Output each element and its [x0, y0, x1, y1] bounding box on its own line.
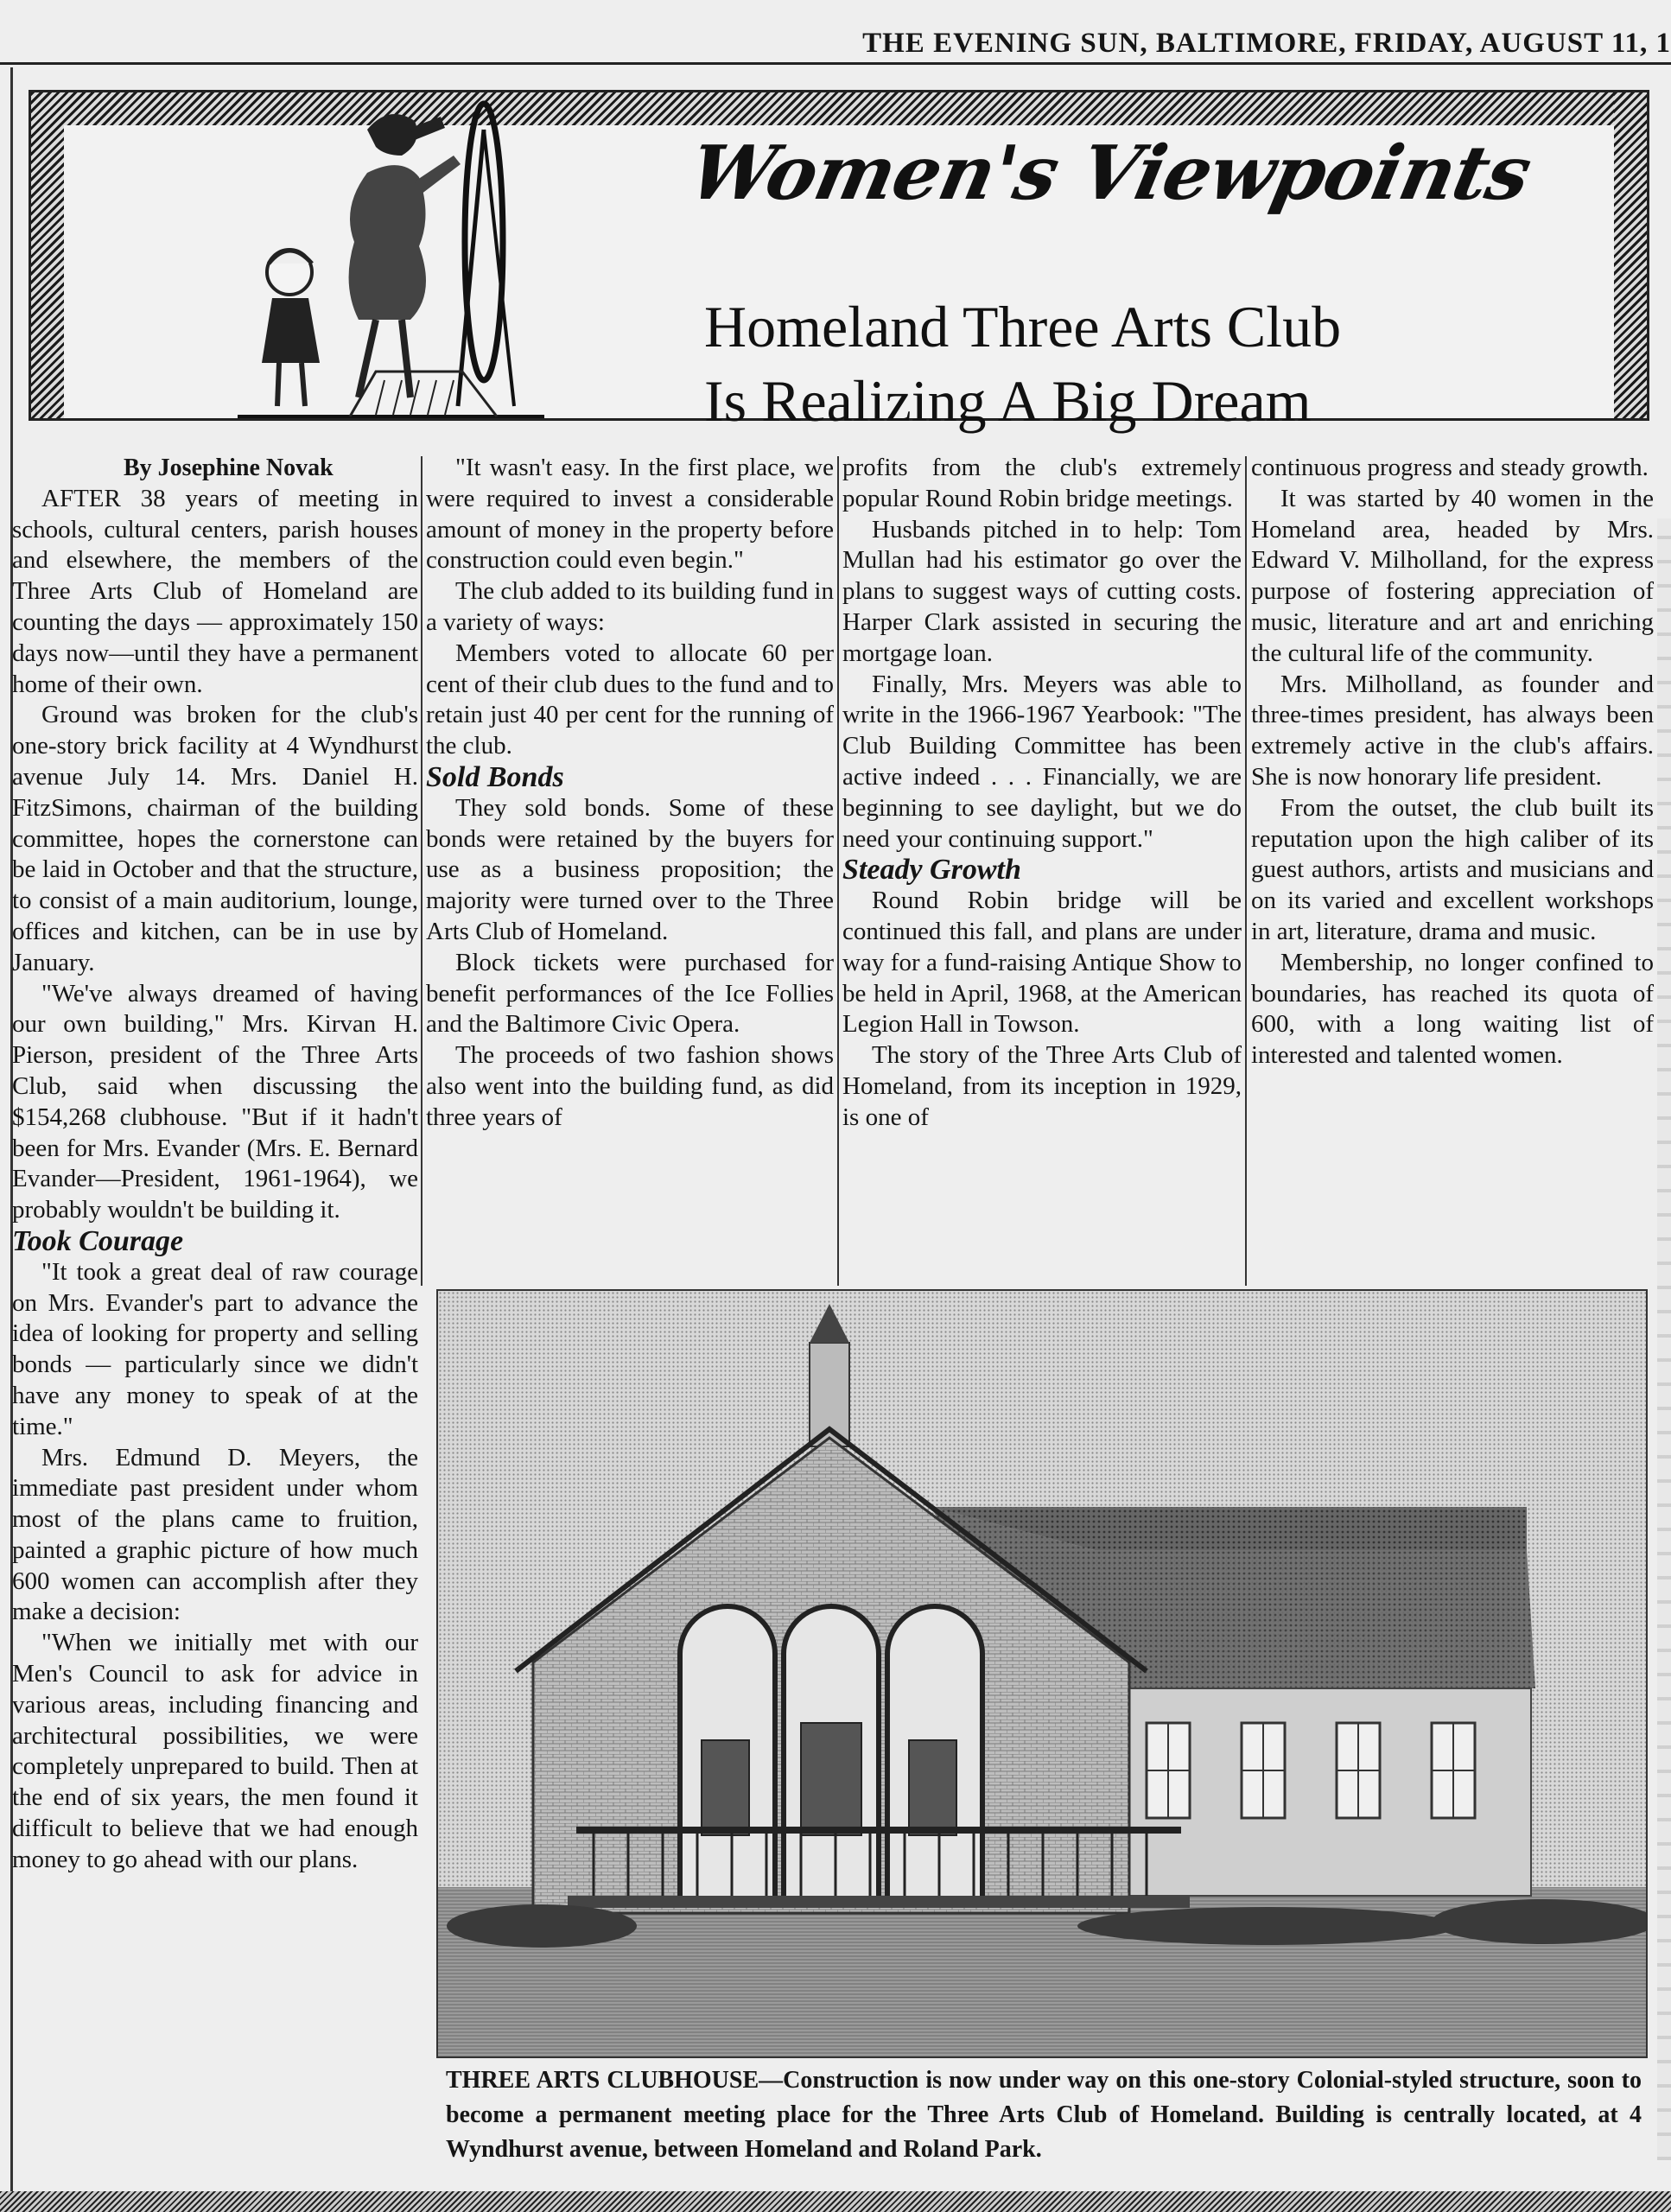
paragraph: Membership, no longer confined to boundaries, has reached its quota of 600, with a long waiting list of interested and talented women.: [1251, 948, 1654, 1070]
paragraph: Members voted to allocate 60 per cent of their club dues to the fund and to retain just 40 per cent for the running of the club.: [426, 639, 834, 760]
paragraph: "When we initially met with our Men's Council to ask for advice in various areas, including financing and architectural possibilities, we were completely unprepared to build. Then at the end of six years, the men found it difficult to believe that we had enough money to go ahead with our plans.: [12, 1629, 418, 1873]
article-column-4: [1251, 453, 1654, 1071]
byline: By Josephine Novak: [124, 454, 334, 481]
subhead: Took Courage: [12, 1224, 184, 1257]
paragraph: profits from the club's extremely popular Round Robin bridge meetings.: [842, 454, 1242, 512]
clubhouse-drawing: [438, 1291, 1646, 2056]
paragraph: Round Robin bridge will be continued this fall, and plans are under way for a fund-raising Antique Show to be held in April, 1968, at the American Legion Hall in Towson.: [842, 887, 1242, 1039]
banner-hatch-left: [31, 92, 64, 418]
paragraph: From the outset, the club built its reputation upon the high caliber of its guest authors, artists and musicians and on its varied and excellent workshops in art, literature, drama and music.: [1251, 793, 1654, 945]
headline: [704, 289, 1646, 438]
paragraph: "It wasn't easy. In the first place, we were required to invest a considerable amount of money in the property before construction could even begin.": [426, 454, 834, 575]
masthead: THE EVENING SUN, BALTIMORE, FRIDAY, AUGUST 11, 1: [862, 28, 1671, 59]
paragraph: "It took a great deal of raw courage on Mrs. Evander's part to advance the idea of looking for property and selling bonds — particularly since we didn't have any money to speak of at the time.": [12, 1257, 418, 1440]
section-title: Women's Viewpoints: [682, 130, 1539, 217]
page-border-bottom: [0, 2191, 1671, 2212]
paragraph: The story of the Three Arts Club of Homeland, from its inception in 1929, is one of: [842, 1041, 1242, 1131]
paragraph: "We've always dreamed of having our own building," Mrs. Kirvan H. Pierson, president of the Three Arts Club, said when discussing the $154,268 clubhouse. "But if it hadn't been for Mrs. Evander (Mrs. E. Bernard Evander—President, 1961-1964), we probably wouldn't be building it.: [12, 979, 418, 1224]
column-rule: [1245, 456, 1247, 1286]
headline-line-1: Homeland Three Arts Club: [704, 294, 1342, 359]
paragraph: AFTER 38 years of meeting in schools, cultural centers, parish houses and elsewhere, the members of the Three Arts Club of Homeland are counting the days — approximately 150 days now—until they have a permanent home of their own.: [12, 484, 418, 698]
paragraph: Ground was broken for the club's one-story brick facility at 4 Wyndhurst avenue July 14. Mrs. Daniel H. FitzSimons, chairman of the building committee, hopes the cornerstone can be laid in October and that the structure, to consist of a main auditorium, lounge, offices and kitchen, can be in use by January.: [12, 701, 418, 976]
paragraph: The club added to its building fund in a variety of ways:: [426, 577, 834, 636]
column-rule: [421, 456, 423, 1286]
paragraph: The proceeds of two fashion shows also went into the building fund, as did three years of: [426, 1041, 834, 1131]
article-column-3: [842, 453, 1242, 1134]
paragraph: continuous progress and steady growth.: [1251, 454, 1649, 481]
paragraph: Finally, Mrs. Meyers was able to write in the 1966-1967 Yearbook: "The Club Building Committee has been active indeed . . . Financially, we are beginning to see daylight, but we do need your continuing support.": [842, 670, 1242, 853]
paragraph: They sold bonds. Some of these bonds were retained by the buyers for use as a business proposition; the majority were turned over to the Three Arts Club of Homeland.: [426, 793, 834, 945]
headline-line-2: Is Realizing A Big Dream: [704, 368, 1312, 434]
paragraph: Block tickets were purchased for benefit performances of the Ice Follies and the Baltimore Civic Opera.: [426, 948, 834, 1039]
subhead: Steady Growth: [842, 854, 1021, 887]
subhead: Sold Bonds: [426, 760, 564, 793]
column-rule: [837, 456, 839, 1286]
mother-child-painting-illustration: [238, 95, 544, 428]
article-column-1: [12, 453, 418, 1876]
clubhouse-photo: [436, 1289, 1648, 2058]
paragraph: Mrs. Edmund D. Meyers, the immediate past president under whom most of the plans came to fruition, painted a graphic picture of how much 600 women can accomplish after they make a decision:: [12, 1443, 418, 1626]
adjacent-column-edge: [1657, 518, 1671, 2160]
paragraph: Husbands pitched in to help: Tom Mullan had his estimator go over the plans to suggest ways of cutting costs. Harper Clark assisted in securing the mortgage loan.: [842, 515, 1242, 667]
article-column-2: [426, 453, 834, 1134]
photo-caption: THREE ARTS CLUBHOUSE—Construction is now under way on this one-story Colonial-styled structure, soon to become a permanent meeting place for the Three Arts Club of Homeland. Building is centrally located, at 4 Wyndhurst avenue, between Homeland and Roland Park.: [446, 2067, 1642, 2163]
paragraph: It was started by 40 women in the Homeland area, headed by Mrs. Edward V. Milholland, for the express purpose of fostering appreciation of music, literature and art and enriching the cultural life of the community.: [1251, 484, 1654, 667]
paragraph: Mrs. Milholland, as founder and three-times president, has always been extremely active in the club's affairs. She is now honorary life president.: [1251, 670, 1654, 791]
